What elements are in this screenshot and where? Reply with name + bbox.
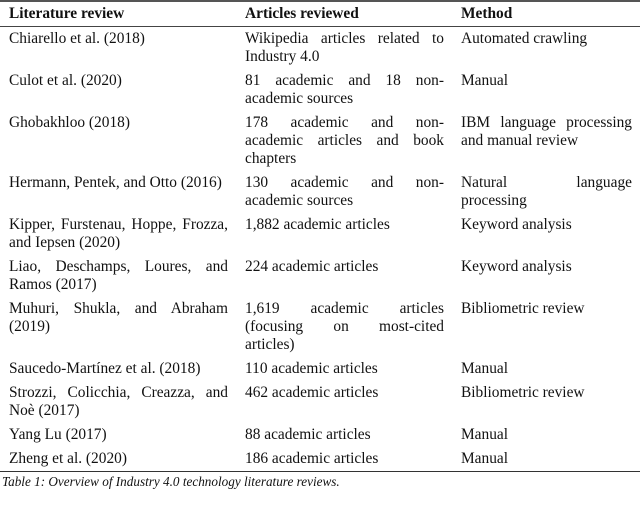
cell-literature-review: Hermann, Pentek, and Otto (2016): [9, 174, 222, 191]
cell-literature-review: Culot et al. (2020): [9, 72, 122, 89]
header-method: Method: [461, 5, 513, 22]
cell-articles-reviewed: 110 academic articles: [245, 360, 378, 377]
cell-literature-review: Saucedo-Martínez et al. (2018): [9, 360, 201, 377]
cell-method: Bibliometric review: [461, 300, 585, 317]
cell-method: Keyword analysis: [461, 258, 572, 275]
cell-method: Bibliometric review: [461, 384, 585, 401]
cell-method: Manual: [461, 450, 509, 467]
table-row: [0, 213, 640, 255]
table-row: [0, 297, 640, 357]
table-row: [0, 255, 640, 297]
cell-articles-reviewed: 186 academic articles: [245, 450, 379, 467]
cell-method: Keyword analysis: [461, 216, 572, 233]
cell-articles-reviewed: Wikipedia articles related to Industry 4.0: [245, 30, 444, 65]
cell-articles-reviewed: 462 academic articles: [245, 384, 379, 401]
header-row: [0, 1, 640, 27]
header-articles-reviewed: Articles reviewed: [245, 5, 359, 22]
header-literature-review: Literature review: [9, 5, 125, 22]
table-row: [0, 111, 640, 171]
cell-method: Manual: [461, 426, 509, 443]
cell-articles-reviewed: 1,882 academic articles: [245, 216, 390, 233]
cell-method: Manual: [461, 360, 509, 377]
table-body: [0, 27, 640, 472]
table-row: [0, 381, 640, 423]
cell-articles-reviewed: 1,619 academic articles (focusing on most-cited articles): [245, 300, 444, 353]
cell-articles-reviewed: 130 academic and non-academic sources: [245, 174, 444, 209]
cell-literature-review: Muhuri, Shukla, and Abraham (2019): [9, 300, 228, 335]
cell-method: Automated crawling: [461, 30, 588, 47]
cell-literature-review: Chiarello et al. (2018): [9, 30, 145, 47]
table-row: [0, 357, 640, 381]
cell-literature-review: Liao, Deschamps, Loures, and Ramos (2017): [9, 258, 228, 293]
cell-method: Manual: [461, 72, 509, 89]
cell-articles-reviewed: 88 academic articles: [245, 426, 371, 443]
cell-literature-review: Zheng et al. (2020): [9, 450, 127, 467]
cell-literature-review: Yang Lu (2017): [9, 426, 107, 443]
table-caption: Table 1: Overview of Industry 4.0 technology literature reviews.: [2, 474, 340, 489]
table-row: [0, 171, 640, 213]
cell-literature-review: Ghobakhloo (2018): [9, 114, 130, 131]
table-header: [0, 1, 640, 27]
table-row: [0, 69, 640, 111]
cell-articles-reviewed: 178 academic and non-academic articles and book chapters: [245, 114, 444, 167]
cell-method: IBM language processing and manual review: [461, 114, 632, 149]
cell-articles-reviewed: 81 academic and 18 non-academic sources: [245, 72, 444, 107]
cell-literature-review: Strozzi, Colicchia, Creazza, and Noè (2017): [9, 384, 228, 419]
cell-literature-review: Kipper, Furstenau, Hoppe, Frozza, and Iepsen (2020): [9, 216, 228, 251]
cell-method: Natural language processing: [461, 174, 632, 209]
table-row: [0, 27, 640, 70]
table-row: [0, 447, 640, 472]
table-row: [0, 423, 640, 447]
cell-articles-reviewed: 224 academic articles: [245, 258, 379, 275]
